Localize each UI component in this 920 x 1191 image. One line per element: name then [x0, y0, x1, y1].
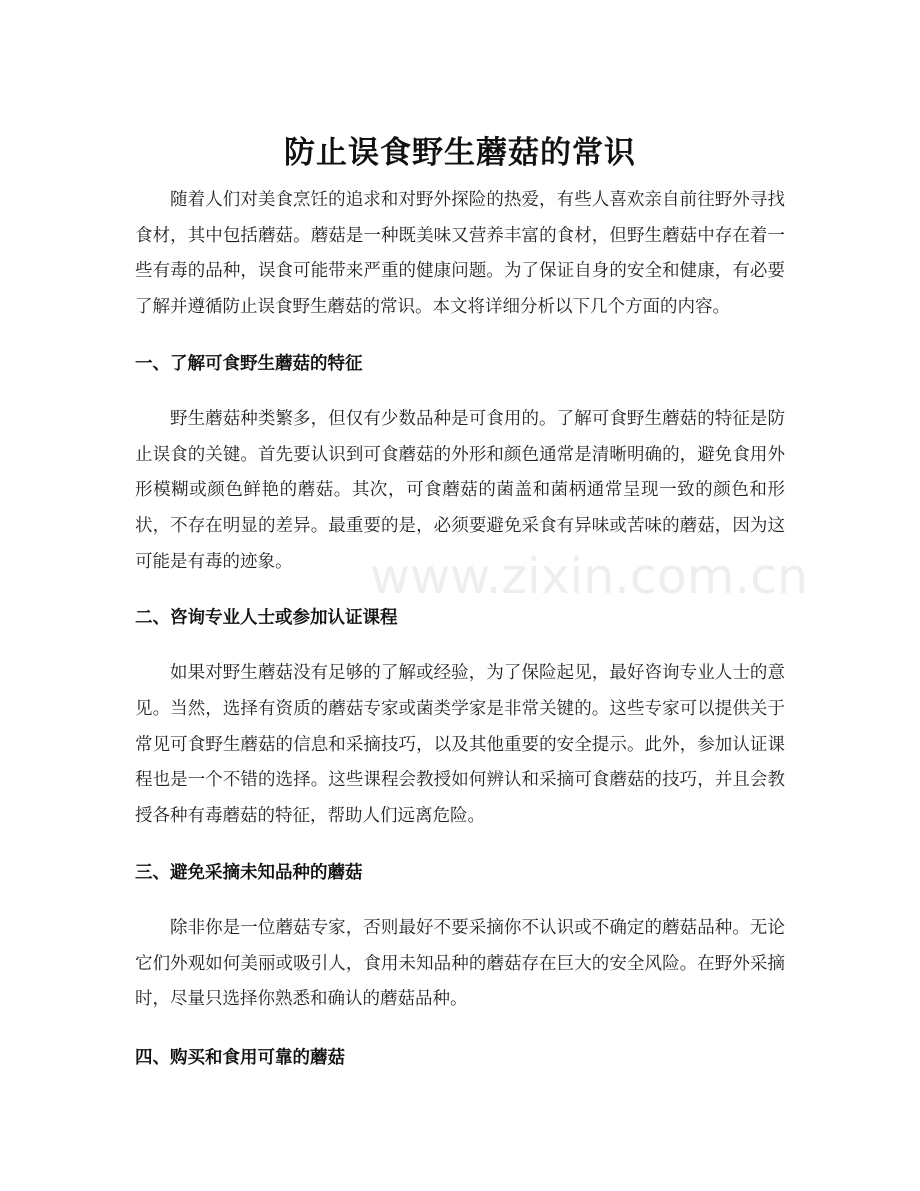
section-heading-3: 三、避免采摘未知品种的蘑菇 [135, 862, 363, 883]
section-heading-2: 二、咨询专业人士或参加认证课程 [135, 608, 398, 629]
intro-paragraph: 随着人们对美食烹饪的追求和对野外探险的热爱，有些人喜欢亲自前往野外寻找食材，其中包括蘑菇。蘑菇是一种既美味又营养丰富的食材，但野生蘑菇中存在着一些有毒的品种，误食可能带来严重的健康问题。为了保证自身的安全和健康，有必要了解并遵循防止误食野生蘑菇的常识。本文将详细分析以下几个方面的内容。 [135, 190, 785, 318]
section-heading-1: 一、了解可食野生蘑菇的特征 [135, 353, 363, 374]
document-body [135, 183, 785, 1070]
section-heading-4: 四、购买和食用可靠的蘑菇 [135, 1047, 345, 1068]
section-paragraph-3: 除非你是一位蘑菇专家，否则最好不要采摘你不认识或不确定的蘑菇品种。无论它们外观如何美丽或吸引人，食用未知品种的蘑菇存在巨大的安全风险。在野外采摘时，尽量只选择你熟悉和确认的蘑菇品种。 [135, 917, 785, 1010]
document-title: 防止误食野生蘑菇的常识 [284, 134, 636, 171]
section-paragraph-1: 野生蘑菇种类繁多，但仅有少数品种是可食用的。了解可食野生蘑菇的特征是防止误食的关键。首先要认识到可食蘑菇的外形和颜色通常是清晰明确的，避免食用外形模糊或颜色鲜艳的蘑菇。其次，可食蘑菇的菌盖和菌柄通常呈现一致的颜色和形状，不存在明显的差异。最重要的是，必须要避免采食有异味或苦味的蘑菇，因为这可能是有毒的迹象。 [135, 408, 785, 572]
section-paragraph-2: 如果对野生蘑菇没有足够的了解或经验，为了保险起见，最好咨询专业人士的意见。当然，选择有资质的蘑菇专家或菌类学家是非常关键的。这些专家可以提供关于常见可食野生蘑菇的信息和采摘技巧，以及其他重要的安全提示。此外，参加认证课程也是一个不错的选择。这些课程会教授如何辨认和采摘可食蘑菇的技巧，并且会教授各种有毒蘑菇的特征，帮助人们远离危险。 [135, 663, 785, 827]
watermark: www.zixin.com.cn [370, 548, 809, 605]
